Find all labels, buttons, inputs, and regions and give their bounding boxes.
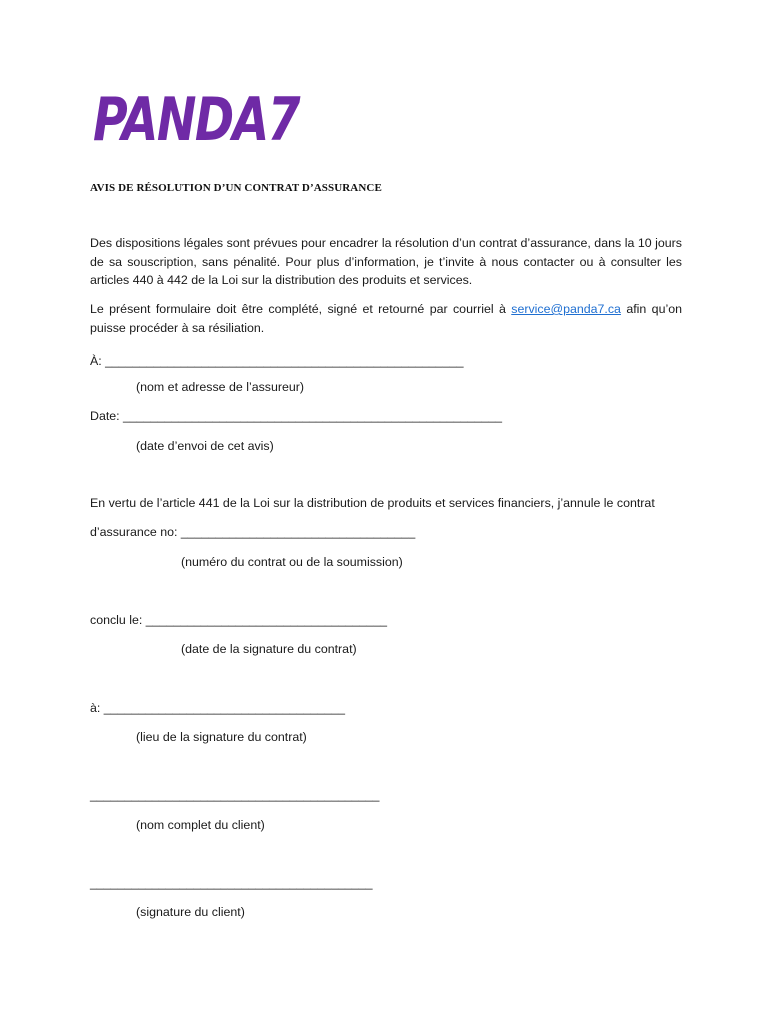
cancellation-statement: En vertu de l’article 441 de la Loi sur la distribution de produits et services financiers, j’annule le contrat (90, 496, 655, 510)
intro-paragraph: Des dispositions légales sont prévues pour encadrer la résolution d’un contrat d’assurance, dans la 10 jours de sa souscription, sans pénalité. Pour plus d’information, je t’invite à nous contacter ou à consulter les articles 440 à 442 de la Loi sur la distribution des produits et services. (90, 236, 682, 287)
date-field-line[interactable]: Date: _______________________________________________________ (90, 409, 503, 423)
client-signature-field-line[interactable]: _________________________________________ (90, 876, 373, 890)
email-link[interactable]: service@panda7.ca (511, 302, 621, 316)
client-name-caption: (nom complet du client) (136, 818, 265, 832)
panda7-logo-graphic (90, 85, 302, 155)
document-title: AVIS DE RÉSOLUTION D’UN CONTRAT D’ASSURANCE (90, 182, 382, 194)
instructions-paragraph (90, 300, 682, 337)
concluded-date-caption: (date de la signature du contrat) (181, 642, 357, 656)
client-signature-caption: (signature du client) (136, 905, 245, 919)
panda7-logo (90, 85, 302, 155)
signature-place-field-line[interactable]: à: ___________________________________ (90, 701, 345, 715)
date-field-caption: (date d’envoi de cet avis) (136, 439, 274, 453)
instructions-text-after: afin qu’on puisse procéder à sa résiliation. (90, 302, 682, 335)
instructions-text-before: Le présent formulaire doit être complété, signé et retourné par courriel à (90, 302, 512, 316)
contract-number-caption: (numéro du contrat ou de la soumission) (181, 555, 403, 569)
concluded-date-field-line[interactable]: conclu le: ___________________________________ (90, 613, 387, 627)
signature-place-caption: (lieu de la signature du contrat) (136, 730, 307, 744)
insurer-field-line[interactable]: À: ____________________________________________________ (90, 354, 464, 368)
insurer-field-caption: (nom et adresse de l’assureur) (136, 380, 305, 394)
client-name-field-line[interactable]: __________________________________________ (90, 788, 380, 802)
contract-number-field-line[interactable]: d’assurance no: __________________________________ (90, 525, 416, 539)
logo-text: PANDA7 (93, 85, 301, 155)
